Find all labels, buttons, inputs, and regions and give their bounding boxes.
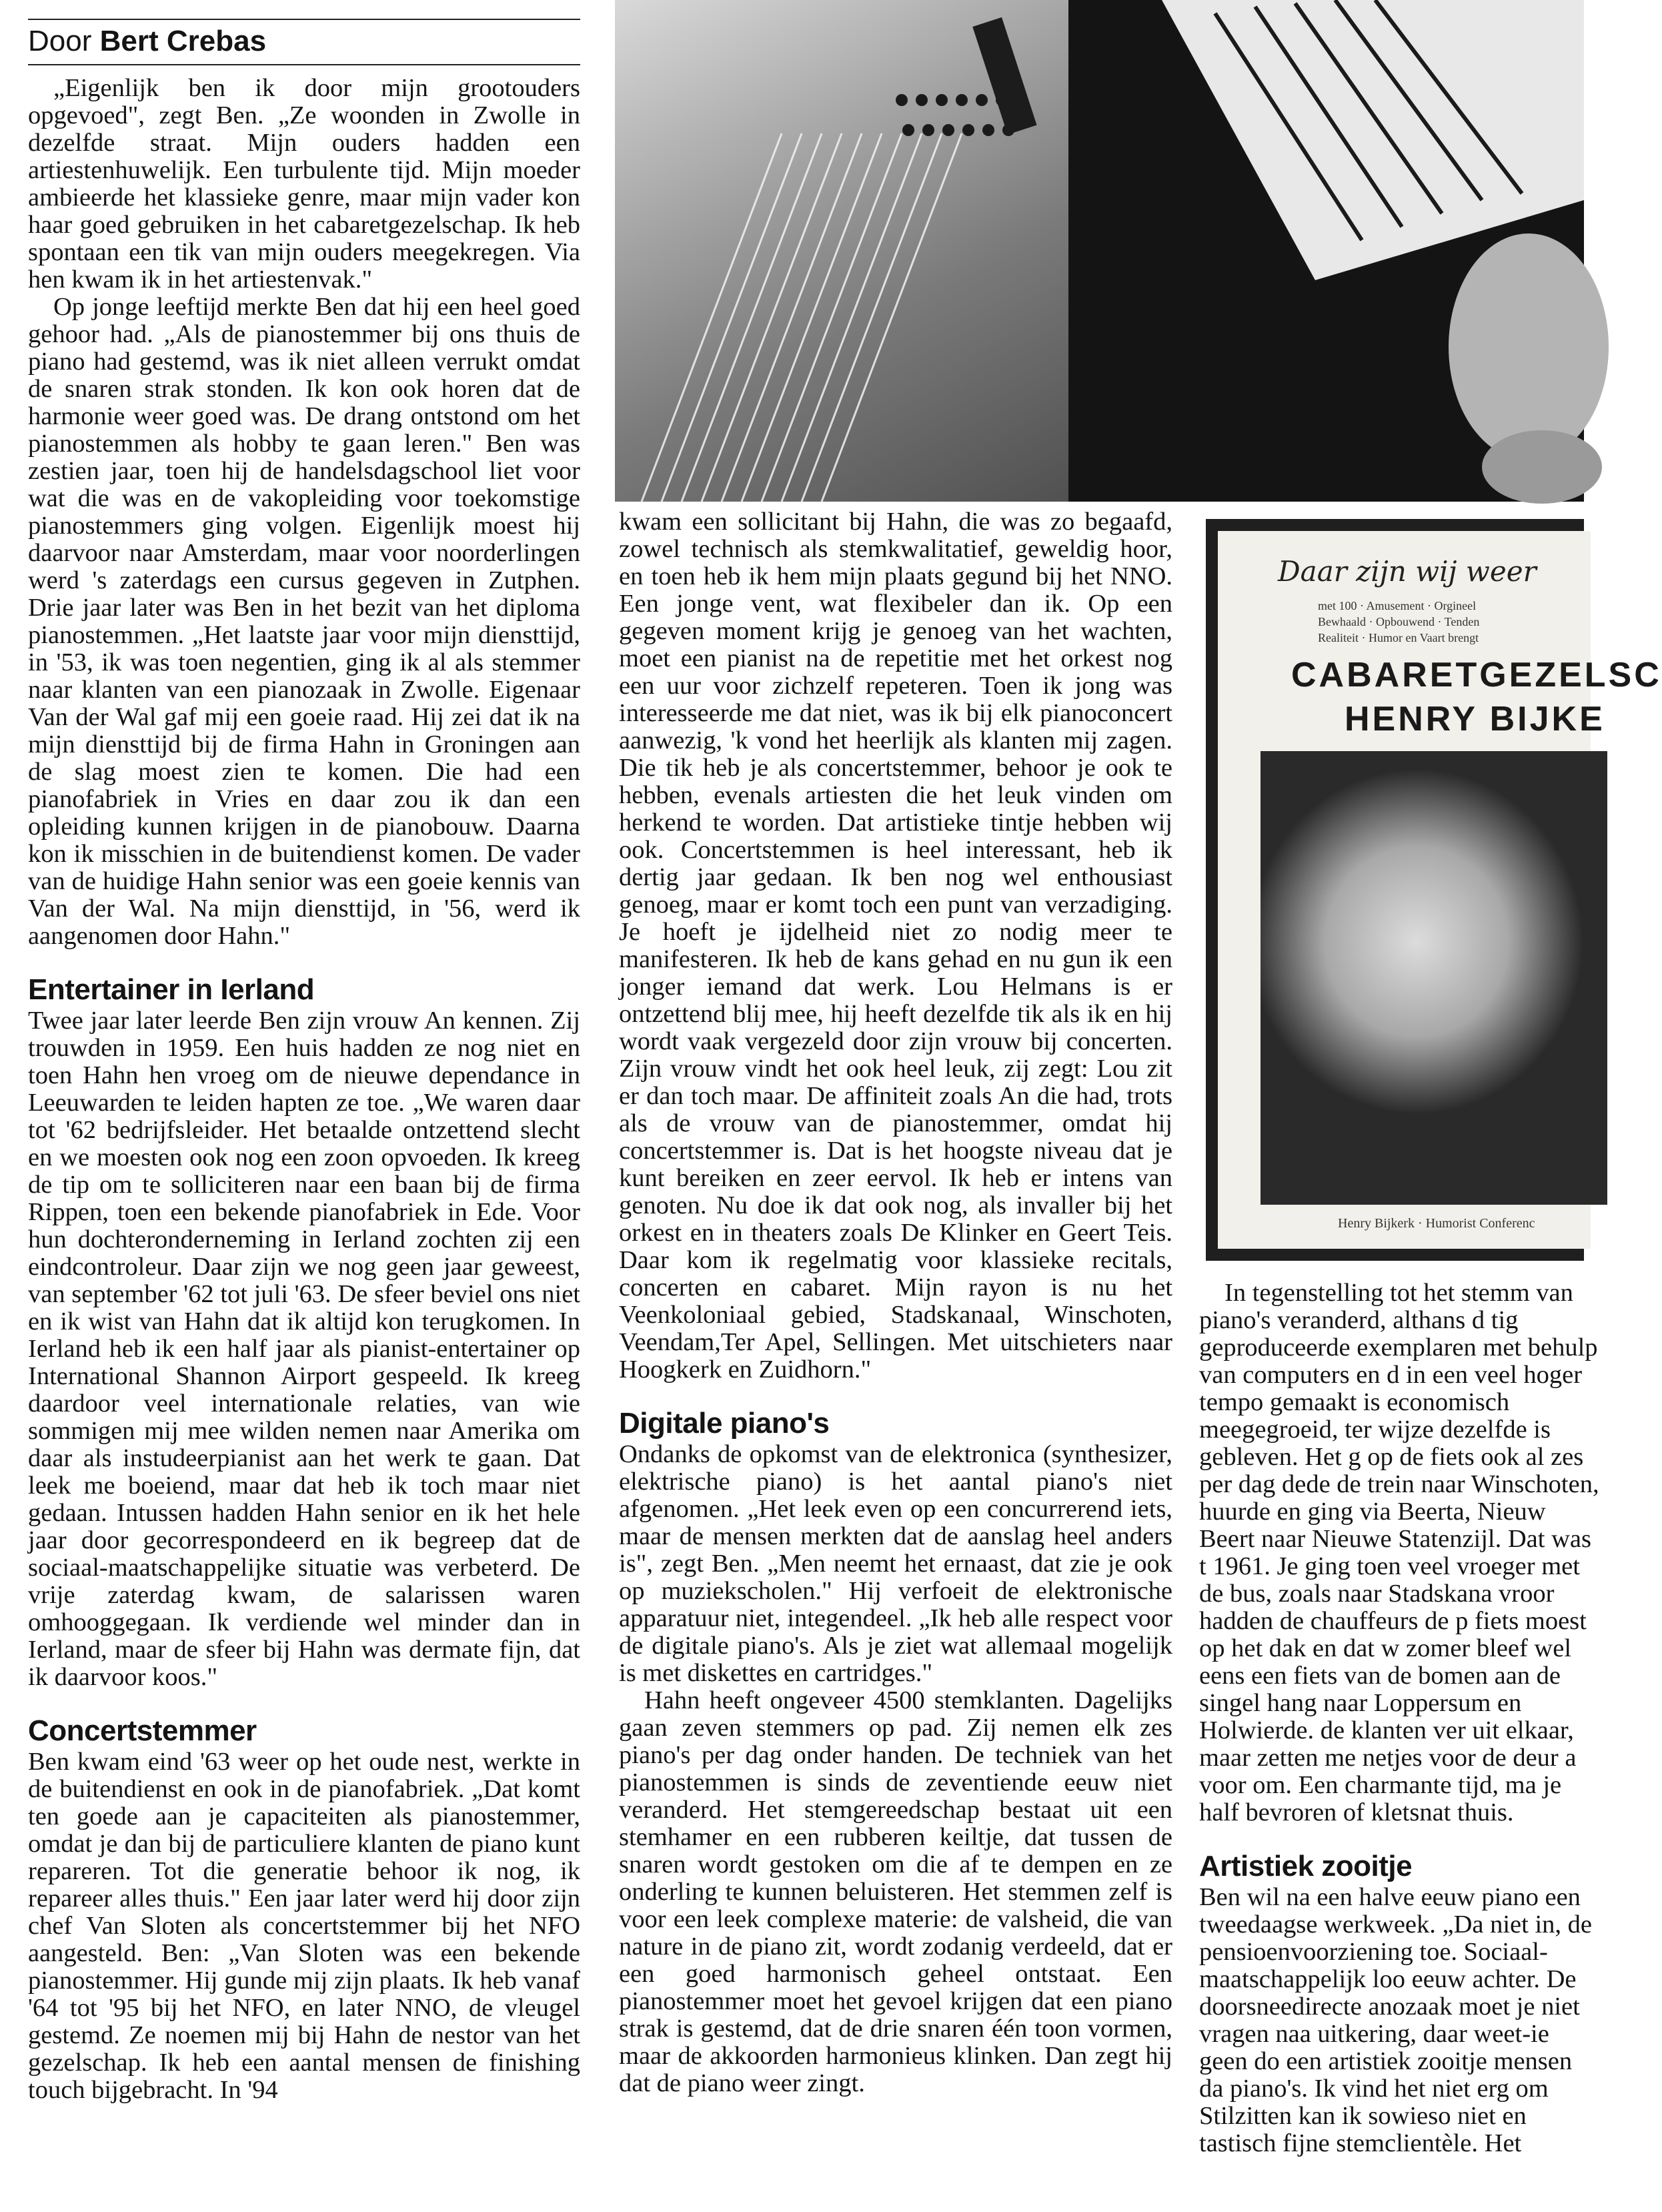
article-paragraph: Op jonge leeftijd merkte Ben dat hij een heel goed gehoor had. „Als de pianostemmer bij ons thuis de piano had gestemd, was ik niet alleen verrukt omdat de snaren strak stonden. Ik kon ook horen dat de harmonie weer goed was. De drang ontstond om het pianostemmen als hobby te gaan leren." Ben was zestien jaar, toen hij de handelsdagschool liet voor wat die was en de vakopleiding voor toekomstige pianostemmers ging volgen. Eigenlijk moest hij daarvoor naar Amsterdam, maar voor noorderlingen werd 's zaterdags een cursus gegeven in Zutphen. Drie jaar later was Ben in het bezit van het diploma pianostemmen. „Het laatste jaar voor mijn diensttijd, in '53, ik was toen negentien, ging ik al als stemmer naar klanten van een pianozaak in Zwolle. Eigenaar Van der Wal gaf mij een goeie raad. Hij zei dat ik na mijn diensttijd bij de firma Hahn in Groningen aan de slag moest zien te komen. Die had een pianofabriek in Vries en daar zou ik dan een opleiding kunnen krijgen in de pianobouw. Daarna kon ik misschien in de buitendienst komen. De vader van de huidige Hahn senior was een goeie kennis van Van der Wal. Na mijn diensttijd, in '56, werd ik aangenomen door Hahn.": [28, 293, 580, 950]
section-heading-concertstemmer: Concertstemmer: [28, 1714, 257, 1747]
byline: [28, 19, 580, 65]
poster-tagline-1: met 100 · Amusement · Orgineel: [1318, 599, 1477, 612]
column-2: [619, 508, 1172, 2212]
article-paragraph: Ben wil na een halve eeuw piano een tweedaagse werkweek. „Da niet in, de pensioenvoorziening toe. Sociaal-maatschappelijk loo eeuw achter. De doorsneedirecte anozaak moet je niet vragen naa uitkering, daar weet-ie geen do een artistiek zooitje mensen da piano's. Ik vind het niet erg om Stilzitten kan ik sowieso niet en tastisch fijne stemclientèle. Het: [1199, 1883, 1592, 2157]
poster-script-title: Daar zijn wij weer: [1278, 555, 1537, 588]
piano-photo: [615, 0, 1584, 502]
column-1: [28, 0, 580, 2212]
cabaret-poster: [1206, 519, 1662, 1261]
poster-performer-name: HENRY BIJKE: [1345, 700, 1605, 738]
article-paragraph: In tegenstelling tot het stemm van piano's veranderd, althans d tig geproduceerde exemplaren met behulp van computers en d in een veel hoger tempo gemaakt is economisch meegegroeid, ter wijze dezelfde is gebleven. Het g op de fiets ook al zes per dag dede de trein naar Winschoten, huurde en ging via Beerta, Nieuw Beert naar Nieuwe Statenzijl. Dat was t 1961. Je ging toen veel vroeger met de bus, zoals naar Stadskana vroor hadden de chauffeurs de p fiets moest op het dak en dat w zomer bleef wel eens een fiets van de bomen aan de singel hang naar Loppersum en Holwierde. de klanten ver uit elkaar, maar zetten me netjes voor de deur a voor om. Een charmante tijd, ma je half bevroren of kletsnat thuis.: [1199, 1279, 1599, 1826]
byline-author: Bert Crebas: [99, 25, 267, 57]
section-heading-digitale-pianos: Digitale piano's: [619, 1407, 830, 1440]
poster-tagline-3: Realiteit · Humor en Vaart brengt: [1318, 631, 1479, 644]
poster-tagline-2: Bewhaald · Opbouwend · Tenden: [1318, 615, 1480, 628]
poster-sheet: [1218, 531, 1662, 1249]
section-heading-entertainer: Entertainer in Ierland: [28, 973, 315, 1006]
article-paragraph: kwam een sollicitant bij Hahn, die was zo begaafd, zowel technisch als stemkwalitatief, geweldig hoor, en toen heb ik hem mijn plaats gegund bij het NNO. Een jonge vent, wat flexibeler dan ik. Op een gegeven moment krijg je genoeg van het wachten, moet een pianist na de repetitie met het orkest nog een uur voor zichzelf repeteren. Toen ik jong was interesseerde me dat niet, was ik bij elk pianoconcert aanwezig, 'k vond het heerlijk als klanten mij zagen. Die tik heb je als concertstemmer, behoor je ook te hebben, evenals artiesten die het leuk vinden om herkend te worden. Dat artistieke tintje hebben wij ook. Concertstemmen is heel interessant, heb ik dertig jaar gedaan. Ik ben nog wel enthousiast genoeg, maar er komt toch een punt van verzadiging. Je hoeft je ijdelheid niet zo nodig meer te manifesteren. Ik heb de kans gehad en nu gun ik een jonger iemand dat werk. Lou Helmans is er ontzettend blij mee, hij heeft dezelfde tik als ik en hij wordt vaak vergezeld door zijn vrouw bij concerten. Zijn vrouw vindt het ook heel leuk, zij zegt: Lou zit er dan toch maar. De affiniteit zoals An die had, trots als de vrouw van de pianostemmer, omdat hij concertstemmer is. Dat is het hoogste niveau dat je kunt bereiken en zeer eervol. Ik heb er intens van genoten. Nu doe ik dat ook nog, als invaller bij het orkest en in theaters zoals De Klinker en Geert Teis. Daar kom ik regelmatig voor klassieke recitals, concerten en cabaret. Mijn rayon is nu het Veenkoloniaal gebied, Stadskanaal, Winschoten, Veendam,Ter Apel, Sellingen. Met uitschieters naar Hoogkerk en Zuidhorn.": [619, 508, 1172, 1384]
section-heading-artistiek-zooitje: Artistiek zooitje: [1199, 1850, 1413, 1882]
poster-portrait: [1261, 751, 1607, 1205]
poster-company-name: CABARETGEZELSC: [1291, 656, 1662, 694]
poster-caption: Henry Bijkerk · Humorist Conferenc: [1338, 1216, 1535, 1231]
byline-prefix: Door: [28, 25, 92, 57]
article-paragraph: „Eigenlijk ben ik door mijn grootouders opgevoed", zegt Ben. „Ze woonden in Zwolle in dezelfde straat. Mijn ouders hadden een artiestenhuwelijk. Een turbulente tijd. Mijn moeder ambieerde het klassieke genre, maar mijn vader kon haar goed gebruiken in het cabaretgezelschap. Ik heb spontaan een tik van mijn ouders meegekregen. Via hen kwam ik in het artiestenvak.": [28, 74, 580, 294]
article-paragraph: Ben kwam eind '63 weer op het oude nest, werkte in de buitendienst en ook in de pianofabriek. „Dat komt ten goede aan je capaciteiten als pianostemmer, omdat je dan bij de particuliere klanten de piano kunt repareren. Tot die generatie behoor ik nog, ik repareer alles thuis." Een jaar later werd hij door zijn chef Van Sloten als concertstemmer bij het NFO aangesteld. Ben: „Van Sloten was een bekende pianostemmer. Hij gunde mij zijn plaats. Ik heb vanaf '64 tot '95 bij het NFO, en later NNO, de vleugel gestemd. Ze noemen mij bij Hahn de nestor van het gezelschap. Ik heb een aantal mensen de finishing touch bijgebracht. In '94: [28, 1748, 580, 2104]
piano-photo-graphic: [615, 0, 1584, 502]
article-paragraph: Twee jaar later leerde Ben zijn vrouw An kennen. Zij trouwden in 1959. Een huis hadden ze nog niet en toen Hahn hen vroeg om de nieuwe dependance in Leeuwarden te leiden hapten ze toe. „We waren daar tot '62 bedrijfsleider. Het betaalde ontzettend slecht en we moesten ook nog een zoon opvoeden. Ik kreeg de tip om te solliciteren naar een baan bij de firma Rippen, toen een bekende pianofabriek in Ede. Voor hun dochteronderneming in Ierland zochten zij een eindcontroleur. Daar zijn we nog geen jaar geweest, van september '62 tot juli '63. De sfeer beviel ons niet en ik wist van Hahn dat ik altijd kon terugkomen. In Ierland heb ik een half jaar als pianist-entertainer op International Shannon Airport gespeeld. Ik kreeg daardoor veel internationale relaties, van wie sommigen mij mee wilden nemen naar Amerika om daar als instudeerpianist aan het werk te gaan. Dat leek me boeiend, maar dat heb ik toch maar niet gedaan. Intussen hadden Hahn senior en ik het hele jaar door gecorrespondeerd en ik begreep dat de sociaal-maatschappelijke situatie was verbeterd. De vrije zaterdag kwam, de salarissen waren omhooggegaan. Ik verdiende wel minder dan in Ierland, maar de sfeer bij Hahn was dermate fijn, dat ik daarvoor koos.": [28, 1007, 580, 1691]
article-paragraph: Ondanks de opkomst van de elektronica (synthesizer, elektrische piano) is het aantal piano's niet afgenomen. „Het leek even op een concurrerend iets, maar de mensen merkten dat de aanslag heel anders is", zegt Ben. „Men neemt het ernaast, dat zie je ook op muziekscholen." Hij verfoeit de elektronische apparatuur niet, integendeel. „Ik heb alle respect voor de digitale piano's. Als je ziet wat allemaal mogelijk is met diskettes en cartridges.": [619, 1440, 1172, 1687]
article-paragraph: Hahn heeft ongeveer 4500 stemklanten. Dagelijks gaan zeven stemmers op pad. Zij nemen elk zes piano's per dag onder handen. De techniek van het pianostemmen is sinds de zeventiende eeuw niet veranderd. Het stemgereedschap bestaat uit een stemhamer en een rubberen keiltje, dat tussen de snaren wordt gestoken om die af te dempen en ze onderling te kunnen beluisteren. Het stemmen zelf is voor een leek complexe materie: de valsheid, die van nature in de piano zit, wordt zodanig verdeeld, dat er een goed harmonisch geheel ontstaat. Een pianostemmer moet het gevoel krijgen dat een piano strak is gestemd, dat de drie snaren één toon vormen, maar de akkoorden harmonieus klinken. Dan zegt hij dat de piano weer zingt.: [619, 1686, 1172, 2097]
column-3: [1199, 1279, 1599, 2212]
